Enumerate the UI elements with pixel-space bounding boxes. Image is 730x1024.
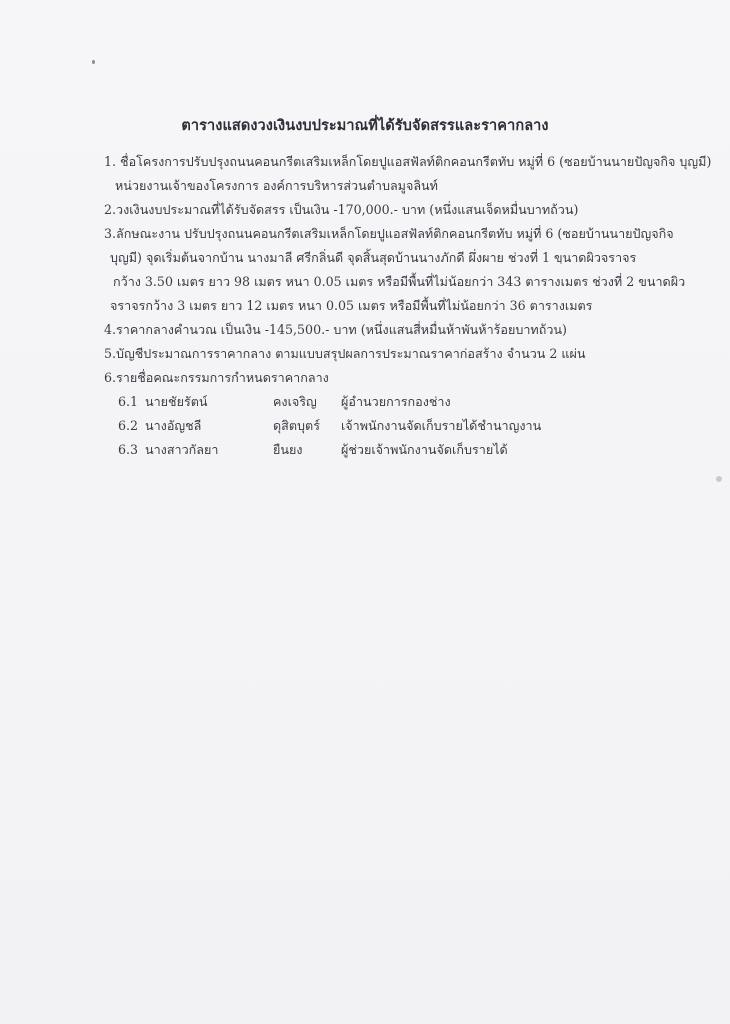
committee-name: นายชัยรัตน์ [145, 394, 208, 409]
committee-position: ผู้ช่วยเจ้าพนักงานจัดเก็บรายได้ [341, 442, 508, 457]
committee-surname: ยืนยง [273, 442, 303, 457]
committee-position: เจ้าพนักงานจัดเก็บรายได้ชำนาญงาน [341, 418, 542, 433]
committee-row [118, 442, 598, 458]
item-2-budget: 2.วงเงินงบประมาณที่ได้รับจัดสรร เป็นเงิน -170,000.- บาท (หนึ่งแสนเจ็ดหมื่นบาทถ้วน) [104, 202, 579, 217]
item-3-work-description-cont: บุญมี) จุดเริ่มต้นจากบ้าน นางมาลี ศรีกลิ่นดี จุดสิ้นสุดบ้านนางภักดี ผึ่งผาย ช่วงที่ 1 ขนาดผิวจราจร [110, 250, 637, 265]
item-4-median-price: 4.ราคากลางคำนวณ เป็นเงิน -145,500.- บาท (หนึ่งแสนสี่หมื่นห้าพันห้าร้อยบาทถ้วน) [104, 322, 567, 337]
committee-row [118, 394, 598, 410]
item-1-agency: หน่วยงานเจ้าของโครงการ องค์การบริหารส่วนตำบลมูจลินท์ [115, 178, 438, 193]
committee-name: นางอัญชลี [145, 418, 202, 433]
item-1-project-name: 1. ชื่อโครงการปรับปรุงถนนคอนกรีตเสริมเหล็กโดยปูแอสฟัลท์ติกคอนกรีตทับ หมู่ที่ 6 (ซอยบ้านนายปัญจกิจ บุญมี) [104, 154, 712, 169]
item-6-committee-heading: 6.รายชื่อคณะกรรมการกำหนดราคากลาง [104, 370, 329, 385]
document-title: ตารางแสดงวงเงินงบประมาณที่ได้รับจัดสรรและราคากลาง [181, 117, 549, 134]
committee-surname: คงเจริญ [273, 394, 317, 409]
committee-name: นางสาวกัลยา [145, 442, 219, 457]
committee-surname: ดุสิตบุตร์ [273, 418, 320, 433]
committee-number: 6.3 [118, 442, 139, 457]
committee-position: ผู้อำนวยการกองช่าง [341, 394, 451, 409]
item-3-work-description: 3.ลักษณะงาน ปรับปรุงถนนคอนกรีตเสริมเหล็กโดยปูแอสฟัลท์ติกคอนกรีตทับ หมู่ที่ 6 (ซอยบ้านนายปัญจกิจ [104, 226, 674, 241]
item-3-work-description-cont: จราจรกว้าง 3 เมตร ยาว 12 เมตร หนา 0.05 เมตร หรือมีพื้นที่ไม่น้อยกว่า 36 ตารางเมตร [110, 298, 593, 313]
committee-number: 6.2 [118, 418, 139, 433]
committee-number: 6.1 [118, 394, 139, 409]
item-3-work-description-cont: กว้าง 3.50 เมตร ยาว 98 เมตร หนา 0.05 เมตร หรือมีพื้นที่ไม่น้อยกว่า 343 ตารางเมตร ช่วงที่ 2 ขนาดผิว [113, 274, 686, 289]
committee-row [118, 418, 598, 434]
paper-speck [716, 476, 722, 482]
item-5-estimate-sheet: 5.บัญชีประมาณการราคากลาง ตามแบบสรุปผลการประมาณราคาก่อสร้าง จำนวน 2 แผ่น [104, 346, 586, 361]
paper-speck [92, 60, 95, 64]
